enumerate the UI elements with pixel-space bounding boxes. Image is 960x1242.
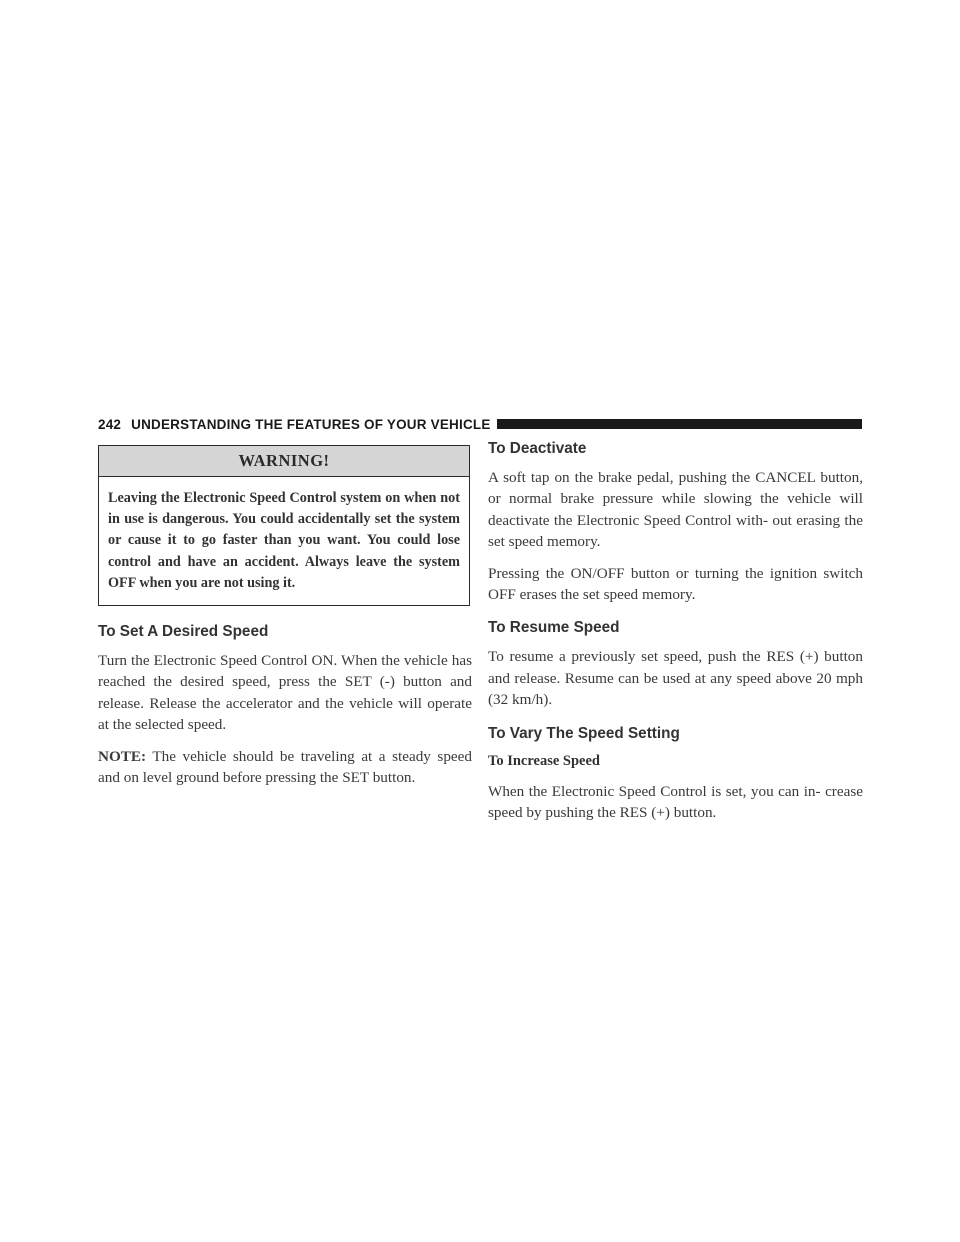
deactivate-paragraph-2: Pressing the ON/OFF button or turning the ignition switch OFF erases the set speed memory. [488, 564, 863, 604]
warning-box [98, 445, 470, 606]
note-text: The vehicle should be traveling at a steady speed and on level ground before pressing the SET button. [98, 747, 472, 787]
increase-speed-paragraph: When the Electronic Speed Control is set, you can in- crease speed by pushing the RES (+) button. [488, 782, 863, 822]
right-column [488, 440, 863, 823]
warning-text: Leaving the Electronic Speed Control system on when not in use is dangerous. You could accidentally set the system or cause it to go faster than you want. You could lose control and have an accident. Always leave the system OFF when you are not using it. [108, 490, 460, 591]
deactivate-paragraph-1: A soft tap on the brake pedal, pushing the CANCEL button, or normal brake pressure while slowing the vehicle will deactivate the Electronic Speed Control with- out erasing the set speed memory. [488, 469, 863, 551]
set-speed-note [98, 746, 472, 789]
warning-title: WARNING! [99, 446, 469, 477]
resume-heading: To Resume Speed [488, 619, 620, 637]
section-title: UNDERSTANDING THE FEATURES OF YOUR VEHICLE [131, 416, 491, 432]
resume-paragraph: To resume a previously set speed, push the RES (+) button and release. Resume can be used at any speed above 20 mph (32 km/h). [488, 648, 863, 709]
header-rule [497, 419, 862, 429]
note-label: NOTE: [98, 747, 147, 765]
deactivate-heading: To Deactivate [488, 440, 587, 457]
set-speed-heading: To Set A Desired Speed [98, 623, 269, 641]
vary-heading: To Vary The Speed Setting [488, 724, 680, 742]
increase-speed-heading: To Increase Speed [488, 752, 600, 769]
left-column [98, 445, 472, 788]
set-speed-paragraph: Turn the Electronic Speed Control ON. When the vehicle has reached the desired speed, press the SET (-) button and release. Release the accelerator and the vehicle will operate at the selected speed. [98, 652, 472, 734]
page-header [98, 414, 862, 434]
page-number: 242 [98, 416, 122, 432]
